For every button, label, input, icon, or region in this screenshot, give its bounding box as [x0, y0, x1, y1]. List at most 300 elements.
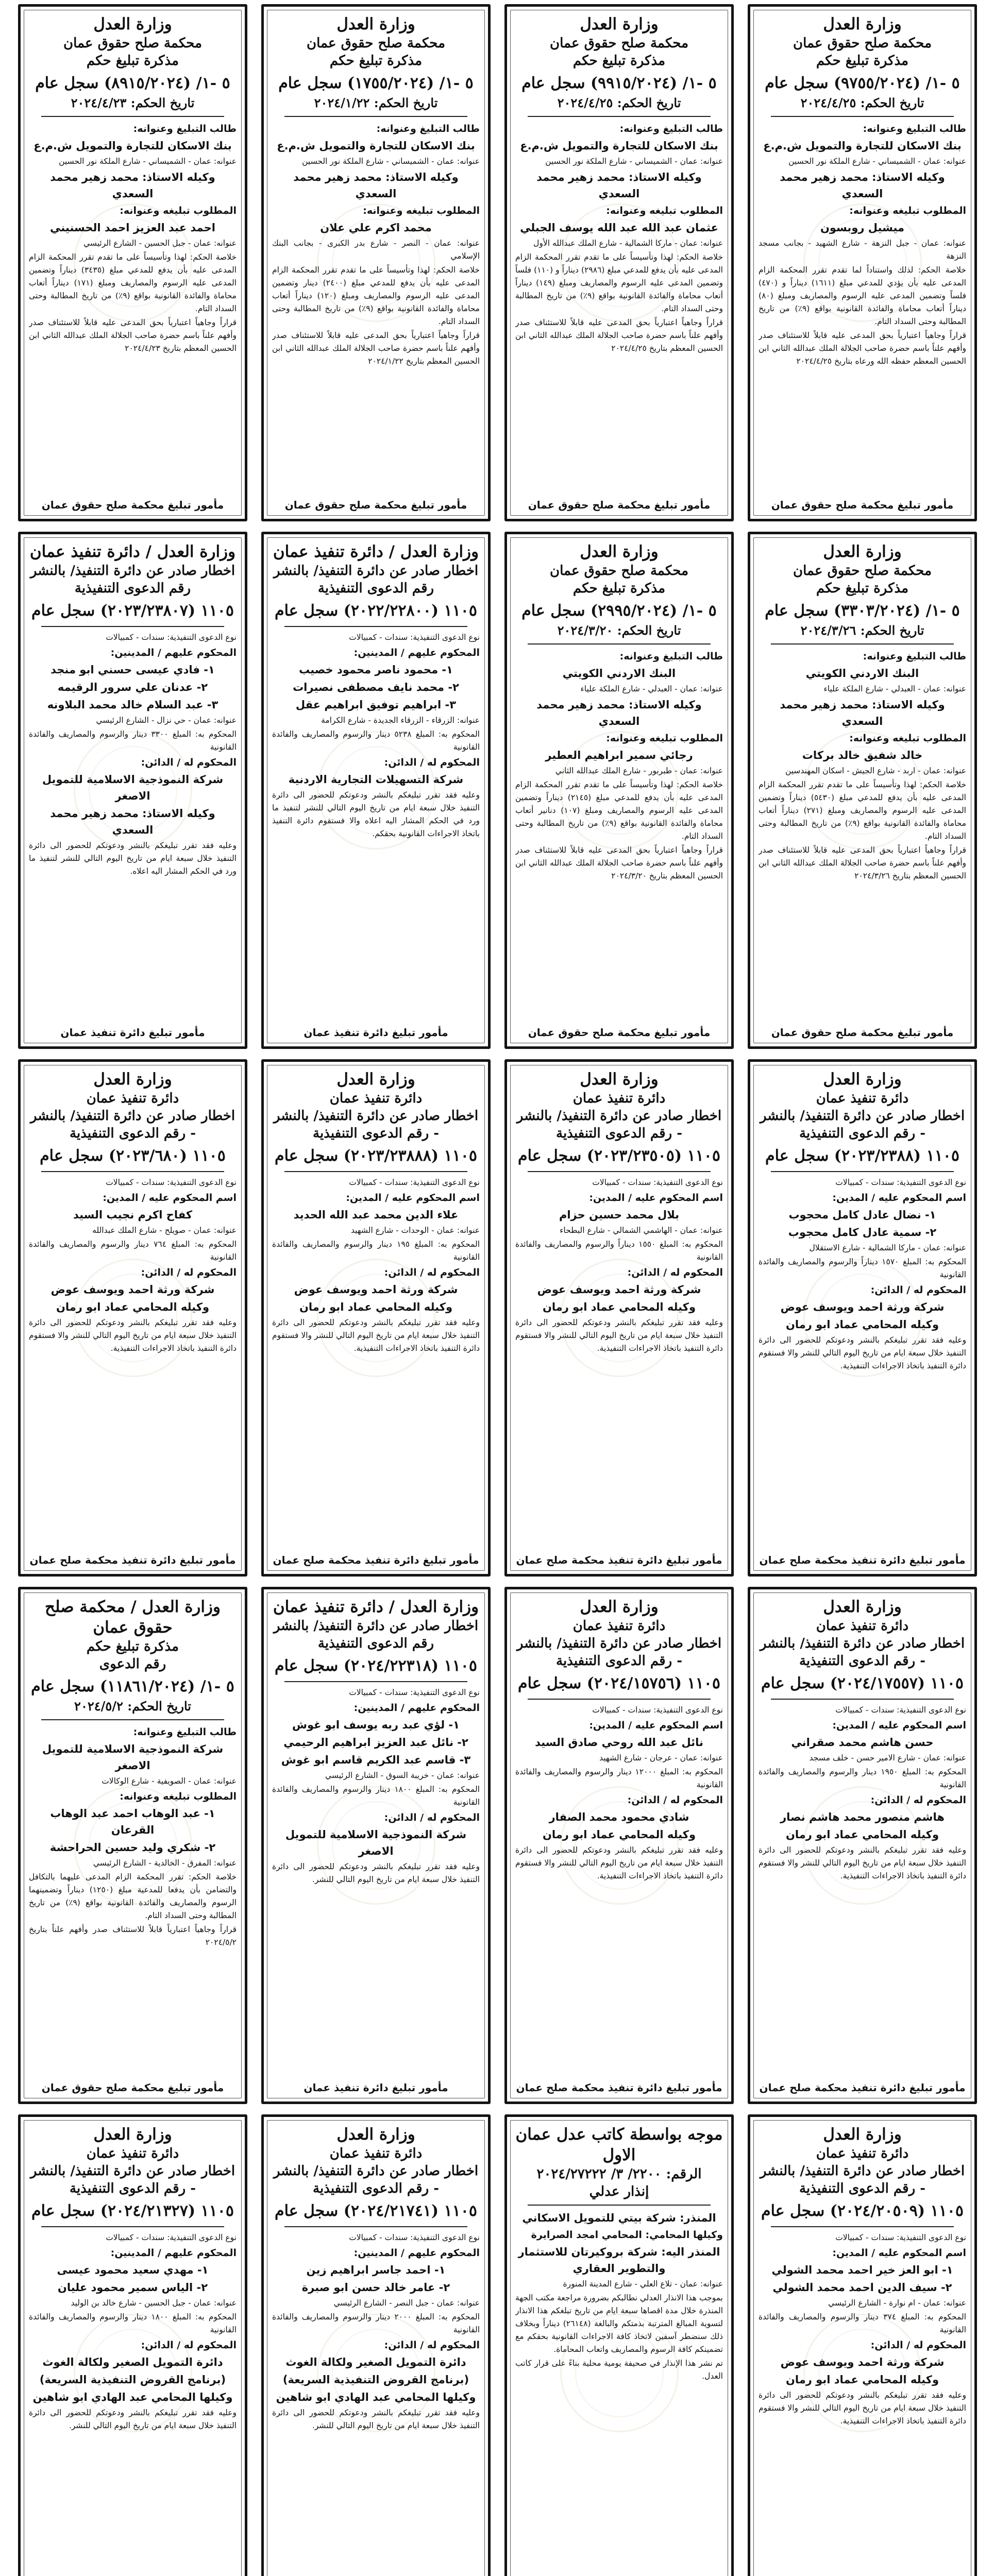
court-notice	[504, 1059, 734, 1577]
notice-footer: مأمور تبليغ محكمة صلح حقوق عمان	[41, 499, 224, 511]
field-label: طالب التبليغ وعنوانه:	[133, 1726, 237, 1738]
field-label: المحكوم عليهم / المدينين:	[353, 1702, 480, 1714]
notice-body	[29, 121, 237, 494]
notice-paragraph: خلاصة الحكم: لهذا وتأسيساً على ما تقدم تقرر المحكمة الزام المدعى عليه بأن يدفع للمدعي مبلغ (٢٩٨٦) ديناراً و (١١٠) فلساً وتضمين المدعى عليه الرسوم والمصاريف ومبلغ (١٤٩) ديناراً أتعاب محاماة والفائدة القانونية بواقع (٩٪) من تاريخ المطالبة وحتى السداد التام.	[515, 252, 723, 313]
party-name: بنك الاسكان للتجارة والتمويل ش.م.ع	[33, 140, 232, 152]
party-name: محمد اكرم علي علان	[320, 222, 432, 234]
party-name: وكيله المحامي عماد ابو رمان	[785, 1828, 939, 1841]
notice-department: دائرة تنفيذ عمان	[816, 2146, 909, 2161]
notice-body	[272, 631, 480, 1022]
notice-ministry: وزارة العدل	[93, 15, 172, 33]
notice-paragraph: وعليه فقد تقرر تبليغكم بالنشر ودعوتكم للحضور الى دائرة التنفيذ خلال سبعة ايام من تاريخ اليوم التالي للنشر لتنفيذ ما ورد في الحكم المشار اليه اعلاه.	[29, 841, 237, 876]
notice-department: اخطار صادر عن دائرة التنفيذ/ بالنشر	[30, 563, 235, 579]
notice-department: محكمة صلح حقوق عمان	[549, 36, 689, 51]
notice-footer: مأمور تبليغ دائرة تنفيذ محكمة صلح عمان	[516, 2081, 722, 2094]
divider	[528, 643, 711, 645]
notice-paragraph: عنوانه: عمان - الهاشمي الشمالي - شارع البطحاء	[560, 1226, 723, 1235]
notice-paragraph: المحكوم به: المبلغ ١٥٧٠ ديناراً والرسوم والمصاريف والفائدة القانونية	[759, 1257, 966, 1279]
field-label: اسم المحكوم عليه / المدين:	[346, 1192, 480, 1204]
notice-paragraph: نوع الدعوى التنفيذية: سندات - كمبيالات	[106, 633, 237, 642]
notice-paragraph: عنوانه: عمان - شارع الامير حسن - خلف مسجد	[809, 1753, 966, 1762]
field-label: المحكوم له / الدائن:	[384, 1267, 480, 1278]
field-label: المحكوم له / الدائن:	[627, 1267, 723, 1278]
divider	[284, 1681, 467, 1682]
judgment-date: تاريخ الحكم: ٢٠٢٤/١/٢٢	[314, 95, 438, 110]
party-name: ميشيل روبسون	[820, 222, 905, 234]
notice-ministry: وزارة العدل	[823, 543, 902, 561]
party-name: بنك الاسكان للتجارة والتمويل ش.م.ع	[277, 140, 475, 152]
judgment-date: تاريخ الحكم: ٢٠٢٤/٥/٢	[74, 1699, 191, 1714]
notice-paragraph: عنوانه: الزرقاء - الزرقاء الجديدة - شارع الكرامة	[321, 716, 480, 725]
court-notice	[504, 2114, 734, 2576]
party-name: ١- عبد الوهاب احمد عبد الوهاب القرعان	[50, 1807, 215, 1836]
court-notice	[18, 1587, 247, 2104]
party-name: شركة النموذجية الاسلامية للتمويل الاصغر	[42, 1743, 224, 1772]
notice-paragraph: نوع الدعوى التنفيذية: سندات - كمبيالات	[349, 633, 480, 642]
field-label: المطلوب تبليغه وعنوانه:	[849, 205, 966, 216]
court-notice	[504, 532, 734, 1049]
case-number: ٥ -١/ (١١٨٦١/٢٠٢٤) سجل عام	[31, 1677, 234, 1696]
field-label: طالب التبليغ وعنوانه:	[863, 123, 966, 134]
court-notice	[504, 4, 734, 521]
party-name: ٣- ابراهيم توفيق ابراهيم عقل	[295, 699, 457, 711]
party-name: ٢- محمد نايف مصطفى نصيرات	[293, 681, 459, 693]
party-name: شركة ورثة احمد ويوسف عوض	[780, 2356, 945, 2368]
court-notice	[18, 2114, 247, 2576]
case-number: ١١٠٥ (٢٠٢٤/٢١٧٤١) سجل عام	[275, 2202, 477, 2220]
notice-paragraph: وعليه فقد تقرر تبليغكم بالنشر ودعوتكم للحضور الى دائرة التنفيذ خلال سبعة ايام من تاريخ اليوم التالي للنشر.	[272, 2408, 480, 2430]
field-label: المطلوب تبليغه وعنوانه:	[849, 733, 966, 744]
notice-paragraph: المحكوم به: المبلغ ١٨٠٠ دينار والرسوم والمصاريف والفائدة القانونية	[29, 2312, 237, 2334]
party-name: وكيله الاستاذ: محمد زهير محمد السعدي	[50, 807, 215, 836]
notice-doctype: رقم الدعوى التنفيذية	[74, 581, 191, 596]
party-name: دائرة التمويل الصغير ولكالة الغوث	[285, 2356, 466, 2368]
notice-department: محكمة صلح حقوق عمان	[793, 36, 932, 51]
notice-department: دائرة تنفيذ عمان	[572, 1618, 666, 1634]
notice-paragraph: عنوانه: عمان - جبل الحسين - شارع خالد بن الوليد	[71, 2298, 237, 2308]
court-notice	[748, 1059, 977, 1577]
field-label: المحكوم له / الدائن:	[870, 1794, 966, 1806]
divider	[41, 1719, 224, 1720]
field-label: اسم المحكوم عليه / المدين:	[832, 1720, 966, 1731]
notice-paragraph: قراراً وجاهياً اعتبارياً بحق المدعى عليه قابلاً للاستئناف صدر وأفهم علناً باسم حضرة صاحب الجلالة الملك عبدالله الثاني ابن الحسين المعظم بتاريخ ٢٠٢٤/٣/٢٠	[515, 845, 723, 880]
notice-body	[272, 1686, 480, 2077]
notice-paragraph: وعليه فقد تقرر تبليغكم بالنشر ودعوتكم للحضور الى دائرة التنفيذ خلال سبعة ايام من تاريخ اليوم التالي للنشر.	[272, 1862, 480, 1884]
party-name: هاشم منصور محمد هاشم نصار	[780, 1811, 945, 1823]
party-name: وكيله المحامي عماد ابو رمان	[56, 1301, 210, 1313]
notice-doctype: رقم الدعوى التنفيذية	[317, 1636, 434, 1651]
divider	[41, 2226, 224, 2227]
party-name: بنك الاسكان للتجارة والتمويل ش.م.ع	[763, 140, 962, 152]
notice-paragraph: وعليه فقد تقرر تبليغكم بالنشر ودعوتكم للحضور الى دائرة التنفيذ خلال سبعة ايام من تاريخ اليوم التالي للنشر والا فستقوم دائرة التنفيذ باتخاذ الاجراءات التنفيذية.	[759, 1845, 966, 1880]
judgment-date: تاريخ الحكم: ٢٠٢٤/٤/٢٥	[800, 95, 924, 110]
field-label: المحكوم له / الدائن:	[384, 2340, 480, 2351]
notice-paragraph: خلاصة الحكم: لهذا وتأسيساً على ما تقدم تقرر المحكمة الزام المدعى عليه بأن يدفع للمدعي مبلغ (٥٤٣٠) ديناراً وتضمين المدعى عليه الرسوم والمصاريف ومبلغ (٢٧١) ديناراً أتعاب محاماة والفائدة القانونية بواقع (٩٪) من تاريخ المطالبة وحتى السداد التام.	[759, 780, 966, 841]
notice-paragraph: نوع الدعوى التنفيذية: سندات - كمبيالات	[349, 2233, 480, 2242]
party-name: شادي محمود محمد الصفار	[549, 1811, 689, 1823]
notice-footer: مأمور تبليغ محكمة صلح حقوق عمان	[771, 499, 954, 511]
case-number: ١١٠٥ (٢٠٢٣/٢٣٨٨٨) سجل عام	[275, 1147, 477, 1165]
party-name: ١- محمود ناصر محمود خصيب	[299, 664, 453, 676]
court-notice	[748, 532, 977, 1049]
party-name: بنك الاسكان للتجارة والتمويل ش.م.ع	[520, 140, 718, 152]
notice-department: اخطار صادر عن دائرة التنفيذ/ بالنشر	[273, 1618, 479, 1634]
notice-paragraph: نوع الدعوى التنفيذية: سندات - كمبيالات	[835, 2233, 966, 2242]
notice-doctype: اخطار صادر عن دائرة التنفيذ/ بالنشر - رقم الدعوى التنفيذية	[760, 1636, 965, 1669]
case-number: ١١٠٥ (٢٠٢٤/٢٠٥٠٩) سجل عام	[761, 2202, 964, 2220]
court-notice	[748, 1587, 977, 2104]
notice-paragraph: عنوانه: عمان - جبل النزهة - شارع الشهيد - بجانب مسجد النزهة	[759, 239, 966, 261]
party-name: وكيله الاستاذ: محمد زهير محمد السعدي	[293, 171, 459, 200]
divider	[284, 116, 467, 117]
court-notice	[748, 2114, 977, 2576]
divider	[771, 2226, 954, 2227]
party-name: شركة النموذجية الاسلامية للتمويل الاصغر	[285, 1828, 467, 1857]
party-name: شركة ورثة احمد ويوسف عوض	[780, 1301, 945, 1313]
notice-doctype: اخطار صادر عن دائرة التنفيذ/ بالنشر - رقم الدعوى التنفيذية	[30, 1108, 235, 1141]
notice-ministry: وزارة العدل	[823, 1598, 902, 1616]
notice-paragraph: عنوانه: عمان - النصر - شارع بدر الكبرى - بجانب البنك الإسلامي	[272, 239, 480, 261]
notice-ministry: وزارة العدل	[823, 15, 902, 33]
notice-footer: مأمور تبليغ محكمة صلح حقوق عمان	[528, 499, 711, 511]
notice-paragraph: عنوانه: عمان - العبدلي - شارع الملكة علياء	[823, 684, 966, 693]
divider	[284, 2226, 467, 2227]
notice-ministry: وزارة العدل	[580, 1070, 659, 1089]
notice-body	[515, 2210, 723, 2576]
divider	[771, 1171, 954, 1172]
case-number: ٥ -١/ (٢٩٩٥/٢٠٢٤) سجل عام	[521, 602, 717, 620]
notice-paragraph: قراراً وجاهياً اعتبارياً بحق المدعى عليه قابلاً للاستئناف صدر وأفهم علناً باسم حضرة صاحب الجلالة الملك عبدالله الثاني ابن الحسين المعظم حفظه الله ورعاه بتاريخ ٢٠٢٤/٤/٢٥	[759, 331, 966, 366]
divider	[528, 1171, 711, 1172]
notice-paragraph: وعليه فقد تقرر تبليغكم بالنشر ودعوتكم للحضور الى دائرة التنفيذ خلال سبعة ايام من تاريخ اليوم التالي للنشر والا فستقوم دائرة التنفيذ باتخاذ الاجراءات التنفيذية.	[759, 2391, 966, 2426]
party-name: شركة ورثة احمد ويوسف عوض	[537, 1283, 701, 1296]
party-name: عثمان عبد الله عبد الله يوسف الجبلي	[520, 222, 718, 234]
court-notice	[261, 1587, 491, 2104]
field-label: المحكوم عليهم / المدينين:	[353, 647, 480, 658]
notice-paragraph: خلاصة الحكم: لهذا وتأسيساً على ما تقدم تقرر المحكمة الزام المدعى عليه بأن يدفع للمدعي مبلغ (٣٤٣٥) ديناراً وتضمين المدعى عليه الرسوم والمصاريف ومبلغ (١٧١) ديناراً أتعاب محاماة والفائدة القانونية بواقع (٩٪) من تاريخ المطالبة وحتى السداد التام.	[29, 252, 237, 313]
divider	[284, 1171, 467, 1172]
party-name: ٢- نائل عبد العزيز ابراهيم الرحيمي	[283, 1736, 468, 1749]
court-notice	[261, 2114, 491, 2576]
field-label: المحكوم له / الدائن:	[141, 1267, 237, 1278]
notice-paragraph: قراراً وجاهياً اعتبارياً بحق المدعى عليه قابلاً للاستئناف صدر وأفهم علناً باسم حضرة صاحب الجلالة الملك عبدالله الثاني ابن الحسين المعظم بتاريخ ٢٠٢٤/٣/٢٦	[759, 845, 966, 880]
notice-paragraph: عنوانه: عمان - ماركا الشمالية - شارع الملك عبدالله الأول	[533, 239, 723, 248]
notice-department: دائرة تنفيذ عمان	[329, 2146, 423, 2161]
field-label: المطلوب تبليغه وعنوانه:	[606, 733, 723, 744]
notice-footer: مأمور تبليغ محكمة صلح حقوق عمان	[284, 499, 467, 511]
divider	[771, 643, 954, 645]
party-name: رجائي سمير ابراهيم العطير	[545, 749, 693, 761]
notice-department: اخطار صادر عن دائرة التنفيذ/ بالنشر	[273, 563, 479, 579]
notice-footer: مأمور تبليغ دائرة تنفيذ محكمة صلح عمان	[759, 1554, 966, 1566]
notice-body	[515, 1176, 723, 1549]
notice-paragraph: عنوانه: عمان - خريبة السوق - الشارع الرئيسي	[325, 1771, 480, 1780]
notice-department: دائرة تنفيذ عمان	[86, 1091, 179, 1106]
notice-body	[29, 2231, 237, 2576]
case-number: ١١٠٥ (٢٠٢٣/٢٣٨٠٧) سجل عام	[31, 602, 234, 620]
notice-doctype: رقم الدعوى	[99, 1656, 166, 1672]
notice-department: دائرة تنفيذ عمان	[816, 1618, 909, 1634]
court-notice	[748, 4, 977, 521]
party-name: وكيله المحامي عماد ابو رمان	[299, 1301, 453, 1313]
party-name: علاء الدين محمد عبد الله الحديد	[293, 1209, 459, 1221]
divider	[528, 2205, 711, 2206]
notice-paragraph: وعليه فقد تقرر تبليغكم بالنشر ودعوتكم للحضور الى دائرة التنفيذ خلال سبعة ايام من تاريخ اليوم التالي للنشر لتنفيذ ما ورد في الحكم المشار اليه اعلاه والا فستقوم دائرة التنفيذ باتخاذ الاجراءات القانونية بحقكم.	[272, 790, 480, 838]
notice-paragraph: عنوانه: عمان - الوحدات - شارع الشهيد	[350, 1226, 480, 1235]
notice-paragraph: المحكوم به: المبلغ ٣٣٠٠ دينار والرسوم والمصاريف والفائدة القانونية	[29, 730, 237, 752]
notice-paragraph: نوع الدعوى التنفيذية: سندات - كمبيالات	[349, 1178, 480, 1187]
notice-doctype: اخطار صادر عن دائرة التنفيذ/ بالنشر - رقم الدعوى التنفيذية	[516, 1108, 722, 1141]
notice-department: دائرة تنفيذ عمان	[816, 1091, 909, 1106]
party-name: المنذر اليه: شركة بروكيرتان للاستثمار والتطوير العقاري	[518, 2246, 720, 2275]
field-label: اسم المحكوم عليه / المدين:	[103, 1192, 237, 1204]
notice-paragraph: وعليه فقد تقرر تبليغكم بالنشر ودعوتكم للحضور الى دائرة التنفيذ خلال سبعة ايام من تاريخ اليوم التالي للنشر والا فستقوم دائرة التنفيذ باتخاذ الاجراءات التنفيذية.	[272, 1318, 480, 1353]
field-label: المطلوب تبليغه وعنوانه:	[606, 205, 723, 216]
notice-paragraph: المحكوم به: المبلغ ٧٦٤ دينار والرسوم والمصاريف والفائدة القانونية	[29, 1240, 237, 1262]
court-notice	[261, 1059, 491, 1577]
notice-paragraph: عنوانه: عمان - حي نزال - الشارع الرئيسي	[96, 716, 237, 725]
notice-paragraph: عنوانه: عمان - الشميساني - شارع الملكة نور الحسين	[788, 157, 966, 166]
notice-doctype: رقم الدعوى التنفيذية	[317, 581, 434, 596]
party-name: شركة التسهيلات التجارية الاردنية	[288, 773, 464, 786]
notice-ministry: وزارة العدل	[336, 2125, 415, 2144]
case-number: ٥ -١/ (١٧٥٥/٢٠٢٤) سجل عام	[278, 74, 474, 92]
notices-grid	[18, 4, 977, 2576]
party-name: وكيله المحامي عماد ابو رمان	[785, 2374, 939, 2386]
notice-paragraph: المحكوم به: المبلغ ١٩٥ دينار والرسوم والمصاريف والفائدة القانونية	[272, 1240, 480, 1262]
notice-body	[515, 649, 723, 1022]
field-label: المطلوب تبليغه وعنوانه:	[120, 1791, 237, 1802]
notice-paragraph: المحكوم به: المبلغ ٢٠٠٠ دينار والرسوم والمصاريف والفائدة القانونية	[272, 2312, 480, 2334]
notice-paragraph: عنوانه: عمان - صويلح - شارع الملك عبدالله	[92, 1226, 237, 1235]
notice-paragraph: المحكوم به: المبلغ ٣٧٤ دينار والرسوم والمصاريف والفائدة القانونية	[759, 2312, 966, 2334]
party-name: ٢- شكري وليد حسين الحراحشة	[49, 1841, 216, 1854]
notice-paragraph: نوع الدعوى التنفيذية: سندات - كمبيالات	[835, 1705, 966, 1715]
divider	[284, 626, 467, 627]
party-name: ١- لؤي عبد ربه يوسف ابو غوش	[292, 1719, 460, 1731]
notice-department: محكمة صلح حقوق عمان	[63, 36, 203, 51]
field-label: المحكوم له / الدائن:	[384, 1812, 480, 1823]
divider	[771, 116, 954, 117]
party-name: وكيله المحامي عماد ابو رمان	[542, 1301, 696, 1313]
notice-department: محكمة صلح حقوق عمان	[549, 563, 689, 579]
notice-ministry: وزارة العدل	[336, 1070, 415, 1089]
notice-body	[29, 631, 237, 1022]
party-name: البنك الاردني الكويتي	[805, 667, 919, 680]
party-name: ٢- سمية عادل كامل محجوب	[788, 1226, 937, 1239]
court-notice	[261, 532, 491, 1049]
party-name: وكيله الاستاذ: محمد زهير محمد السعدي	[50, 171, 215, 200]
judgment-date: تاريخ الحكم: ٢٠٢٤/٤/٢٣	[71, 95, 195, 110]
case-number: ١١٠٥ (٢٠٢٤/٢١٣٢٧) سجل عام	[31, 2202, 234, 2220]
notice-footer: مأمور تبليغ دائرة تنفيذ عمان	[304, 1026, 448, 1039]
divider	[41, 626, 224, 627]
notice-doctype: اخطار صادر عن دائرة التنفيذ/ بالنشر - رقم الدعوى التنفيذية	[516, 1636, 722, 1669]
case-number: ١١٠٥ (٢٠٢٢/٢٢٨٠٠) سجل عام	[275, 602, 477, 620]
field-label: طالب التبليغ وعنوانه:	[376, 123, 480, 134]
notice-paragraph: عنوانه: المفرق - الخالدية - الشارع الرئيسي	[93, 1858, 237, 1868]
notice-ministry: وزارة العدل / دائرة تنفيذ عمان	[273, 1598, 479, 1616]
notice-paragraph: نوع الدعوى التنفيذية: سندات - كمبيالات	[106, 1178, 237, 1187]
notice-doctype: اخطار صادر عن دائرة التنفيذ/ بالنشر - رقم الدعوى التنفيذية	[273, 2163, 479, 2196]
notice-ministry: وزارة العدل	[580, 543, 659, 561]
notice-ministry: وزارة العدل	[580, 1598, 659, 1616]
notice-department: محكمة صلح حقوق عمان	[793, 563, 932, 579]
field-label: اسم المحكوم عليه / المدين:	[589, 1720, 723, 1731]
party-name: احمد عبد العزيز احمد الحسنيني	[50, 222, 215, 234]
notice-paragraph: خلاصة الحكم: لهذا وتأسيساً على ما تقدم تقرر المحكمة الزام المدعى عليه بأن يدفع للمدعي مبلغ (٢٤٠٠) دينار وتضمين المدعى عليه الرسوم والمصاريف ومبلغ (١٢٠) ديناراً أتعاب محاماة والفائدة القانونية بواقع (٩٪) من تاريخ المطالبة وحتى السداد التام.	[272, 265, 480, 326]
notice-paragraph: المحكوم به: المبلغ ١٨٠٠ دينار والرسوم والمصاريف والفائدة القانونية	[272, 1785, 480, 1807]
field-label: اسم المحكوم عليه / المدين:	[589, 1192, 723, 1204]
notice-doctype: مذكرة تبليغ حكم	[86, 53, 179, 69]
notice-paragraph: عنوانه: عمان - الشميساني - شارع الملكة نور الحسين	[59, 157, 237, 166]
notice-doctype: اخطار صادر عن دائرة التنفيذ/ بالنشر - رقم الدعوى التنفيذية	[30, 2163, 235, 2196]
case-number: ٥ -١/ (٨٩١٥/٢٠٢٤) سجل عام	[35, 74, 230, 92]
notice-ministry: وزارة العدل / دائرة تنفيذ عمان	[273, 543, 479, 561]
notice-paragraph: نوع الدعوى التنفيذية: سندات - كمبيالات	[349, 1688, 480, 1697]
party-name: شركة ورثة احمد ويوسف عوض	[294, 1283, 458, 1296]
party-name: ٣- قاسم عبد الكريم قاسم ابو غوش	[281, 1754, 471, 1766]
notice-ministry: وزارة العدل	[823, 2125, 902, 2144]
divider	[41, 1171, 224, 1172]
party-name: ١- احمد جاسر ابراهيم زين	[306, 2264, 446, 2276]
notice-paragraph: نوع الدعوى التنفيذية: سندات - كمبيالات	[106, 2233, 237, 2242]
party-name: ٢- سيف الدين احمد محمد الشولي	[772, 2281, 952, 2294]
party-name: شركة النموذجية الاسلامية للتمويل الاصغر	[42, 773, 224, 802]
court-notice	[261, 4, 491, 521]
notice-department: مذكرة تبليغ حكم	[86, 1639, 179, 1654]
notice-paragraph: وعليه فقد تقرر تبليغكم بالنشر ودعوتكم للحضور الى دائرة التنفيذ خلال سبعة ايام من تاريخ اليوم التالي للنشر والا فستقوم دائرة التنفيذ باتخاذ الاجراءات التنفيذية.	[29, 1318, 237, 1353]
judgment-date: تاريخ الحكم: ٢٠٢٤/٣/٢٦	[800, 623, 924, 638]
party-name: وكيلها المحامي عبد الهادي ابو شاهين	[32, 2391, 233, 2403]
notice-department: الرقم: ٢٢٠٠/ ٣/ ٢٠٢٤/٢٧٢٢٢	[536, 2166, 702, 2182]
notice-paragraph: خلاصة الحكم: تقرر المحكمة الزام المدعى عليهما بالتكافل والتضامن بأن يدفعا للمدعية مبلغ (١٢٥٠) ديناراً وتضمينهما الرسوم والمصاريف والفائدة القانونية بواقع (٩٪) من تاريخ المطالبة وحتى السداد التام.	[29, 1872, 237, 1920]
notice-paragraph: قراراً وجاهياً اعتبارياً بحق المدعى عليه قابلاً للاستئناف صدر وأفهم علناً باسم حضرة صاحب الجلالة الملك عبدالله الثاني ابن الحسين المعظم بتاريخ ٢٠٢٤/٤/٢٥	[515, 318, 723, 353]
party-name: وكيله الاستاذ: محمد زهير محمد السعدي	[780, 699, 945, 727]
notice-paragraph: عنوانه: عمان - اربد - شارع الجيش - اسكان المهندسين	[785, 766, 966, 775]
party-name: وكيله المحامي عماد ابو رمان	[542, 1828, 696, 1841]
notice-ministry: وزارة العدل	[580, 15, 659, 33]
notice-body	[759, 1704, 966, 2077]
notice-body	[515, 121, 723, 494]
case-number: ١١٠٥ (٢٠٢٣/٦٨٠) سجل عام	[40, 1147, 226, 1165]
party-name: ١- ابو العز خير احمد محمد الشولي	[771, 2264, 953, 2276]
notice-ministry: وزارة العدل / دائرة تنفيذ عمان	[29, 543, 236, 561]
court-notice	[18, 532, 247, 1049]
notice-doctype: إنذار عدلي	[589, 2184, 649, 2199]
field-label: المحكوم عليهم / المدينين:	[110, 647, 237, 658]
notice-footer: مأمور تبليغ دائرة تنفيذ محكمة صلح عمان	[516, 1554, 722, 1566]
notice-paragraph: بموجب هذا الانذار العدلي نطالبكم بضرورة مراجعة مكتب الجهة المنذرة خلال مدة اقصاها سبعة ايام من تاريخ تبلغكم هذا الانذار لتسوية المبالغ المترتبة بذمتكم والبالغة (٢٦١٤٨) ديناراً وبخلاف ذلك سنضطر آسفين لاتخاذ كافة الاجراءات القانونية بحقكم مع تضمينكم كافة الرسوم والمصاريف واتعاب المحاماة.	[515, 2293, 723, 2354]
judgment-date: تاريخ الحكم: ٢٠٢٤/٣/٢٠	[557, 623, 681, 638]
notice-ministry: وزارة العدل	[823, 1070, 902, 1089]
notice-paragraph: عنوانه: عمان - العبدلي - شارع الملكة علياء	[580, 684, 723, 693]
field-label: المحكوم له / الدائن:	[870, 1284, 966, 1296]
notice-department: دائرة تنفيذ عمان	[329, 1091, 423, 1106]
party-name: ١- مهدي سعيد محمود عيسى	[57, 2264, 209, 2276]
field-label: المطلوب تبليغه وعنوانه:	[363, 205, 480, 216]
notice-paragraph: وعليه فقد تقرر تبليغكم بالنشر ودعوتكم للحضور الى دائرة التنفيذ خلال سبعة ايام من تاريخ اليوم التالي للنشر.	[29, 2408, 237, 2430]
party-name: ٢- عامر خالد حسن ابو صبرة	[301, 2281, 450, 2294]
notice-footer: مأمور تبليغ دائرة تنفيذ عمان	[60, 1026, 205, 1039]
court-notice	[504, 1587, 734, 2104]
party-name: حسن هاشم محمد صقراني	[791, 1736, 934, 1749]
notice-body	[515, 1704, 723, 2077]
notice-paragraph: خلاصة الحكم: لهذا وتأسيساً على ما تقدم تقرر المحكمة الزام المدعى عليه بأن يدفع للمدعي مبلغ (٢١٤٥) ديناراً وتضمين المدعى عليه الرسوم والمصاريف ومبلغ (١٠٧) دنانير أتعاب محاماة والفائدة القانونية بواقع (٩٪) من تاريخ المطالبة وحتى السداد التام.	[515, 780, 723, 841]
party-name: المنذر: شركة بيتي للتمويل الاسكاني	[522, 2212, 716, 2224]
notice-paragraph: نوع الدعوى التنفيذية: سندات - كمبيالات	[835, 1178, 966, 1187]
case-number: ١١٠٥ (٢٠٢٤/٢٢٣١٨) سجل عام	[275, 1657, 477, 1675]
notice-paragraph: وعليه فقد تقرر تبليغكم بالنشر ودعوتكم للحضور الى دائرة التنفيذ خلال سبعة ايام من تاريخ اليوم التالي للنشر والا فستقوم دائرة التنفيذ باتخاذ الاجراءات التنفيذية.	[759, 1335, 966, 1370]
notice-paragraph: عنوانه: عمان - الصويفية - شارع الوكالات	[102, 1776, 237, 1786]
party-name: ٢- عدنان علي سرور الرقيمه	[57, 681, 208, 693]
court-notice	[18, 1059, 247, 1577]
notice-ministry: وزارة العدل / محكمة صلح حقوق عمان	[45, 1598, 221, 1637]
notice-body	[759, 1176, 966, 1549]
party-name: البنك الاردني الكويتي	[562, 667, 676, 680]
case-number: ١١٠٥ (٢٠٢٣/٢٣٥٠٥) سجل عام	[518, 1147, 720, 1165]
case-number: ١١٠٥ (٢٠٢٤/١٧٥٥٧) سجل عام	[761, 1674, 964, 1692]
notice-ministry: وزارة العدل	[93, 2125, 172, 2144]
party-name: (برنامج القروض التنفيذية السريعة)	[282, 2374, 469, 2386]
notice-footer: مأمور تبليغ دائرة تنفيذ محكمة صلح عمان	[273, 1554, 479, 1566]
field-label: وكيلها المحامي: المحامي امجد الصرايرة	[531, 2229, 723, 2241]
party-name: (برنامج القروض التنفيذية السريعة)	[39, 2374, 226, 2386]
notice-paragraph: عنوانه: عمان - تلاع العلي - شارع المدينة المنورة	[563, 2279, 723, 2289]
field-label: المطلوب تبليغه وعنوانه:	[120, 205, 237, 216]
case-number: ٥ -١/ (٩٧٥٥/٢٠٢٤) سجل عام	[765, 74, 960, 92]
notice-doctype: مذكرة تبليغ حكم	[572, 581, 666, 596]
field-label: المحكوم له / الدائن:	[141, 757, 237, 768]
notice-ministry: موجه بواسطة كاتب عدل عمان الاول	[515, 2125, 723, 2164]
field-label: طالب التبليغ وعنوانه:	[619, 651, 723, 662]
notice-ministry: وزارة العدل	[336, 15, 415, 33]
case-number: ١١٠٥ (٢٠٢٤/١٥٧٥٦) سجل عام	[518, 1674, 720, 1692]
case-number: ٥ -١/ (٩٩١٥/٢٠٢٤) سجل عام	[521, 74, 717, 92]
divider	[771, 1699, 954, 1700]
field-label: المحكوم عليهم / المدينين:	[110, 2247, 237, 2259]
notice-paragraph: عنوانه: عمان - طبربور - شارع الملك عبدالله الثاني	[555, 766, 723, 775]
notice-doctype: اخطار صادر عن دائرة التنفيذ/ بالنشر - رقم الدعوى التنفيذية	[760, 1108, 965, 1141]
judgment-date: تاريخ الحكم: ٢٠٢٤/٤/٢٥	[557, 95, 681, 110]
field-label: المحكوم له / الدائن:	[384, 757, 480, 768]
notice-footer: مأمور تبليغ محكمة صلح حقوق عمان	[771, 1026, 954, 1039]
notice-body	[759, 649, 966, 1022]
field-label: المحكوم له / الدائن:	[870, 2340, 966, 2351]
notice-paragraph: المحكوم به: المبلغ ١٩٥٠ دينار والرسوم والمصاريف والفائدة القانونية	[759, 1767, 966, 1789]
party-name: وكيلها المحامي عبد الهادي ابو شاهين	[276, 2391, 476, 2403]
notice-department: دائرة تنفيذ عمان	[86, 2146, 179, 2161]
notice-body	[759, 121, 966, 494]
party-name: وكيله المحامي عماد ابو رمان	[785, 1318, 939, 1331]
field-label: طالب التبليغ وعنوانه:	[619, 123, 723, 134]
notice-body	[272, 1176, 480, 1549]
party-name: خالد شفيق خالد بركات	[802, 749, 923, 761]
notice-doctype: مذكرة تبليغ حكم	[816, 53, 909, 69]
notice-body	[29, 1176, 237, 1549]
party-name: بلال محمد حسين حزام	[559, 1209, 680, 1221]
divider	[528, 116, 711, 117]
notice-paragraph: المحكوم به: المبلغ ١٥٥٠ ديناراً والرسوم والمصاريف والفائدة القانونية	[515, 1240, 723, 1262]
notice-paragraph: عنوانه: عمان - جبل الحسين - الشارع الرئيسي	[83, 239, 237, 248]
divider	[41, 116, 224, 117]
party-name: دائرة التمويل الصغير ولكالة الغوث	[42, 2356, 223, 2368]
notice-paragraph: خلاصة الحكم: لذلك واستناداً لما تقدم تقرر المحكمة الزام المدعى عليه بأن يؤدي للمدعي مبلغ (١٦١١) ديناراً و (٤٧٠) فلساً وتضمين المدعى عليه الرسوم والمصاريف ومبلغ (٨٠) ديناراً أتعاب محاماة والفائدة القانونية بواقع (٩٪) من تاريخ المطالبة وحتى السداد التام.	[759, 265, 966, 326]
party-name: شركة ورثة احمد ويوسف عوض	[50, 1283, 215, 1296]
field-label: اسم المحكوم عليه / المدين:	[832, 1192, 966, 1204]
notice-footer: مأمور تبليغ محكمة صلح حقوق عمان	[528, 1026, 711, 1039]
field-label: طالب التبليغ وعنوانه:	[133, 123, 237, 134]
